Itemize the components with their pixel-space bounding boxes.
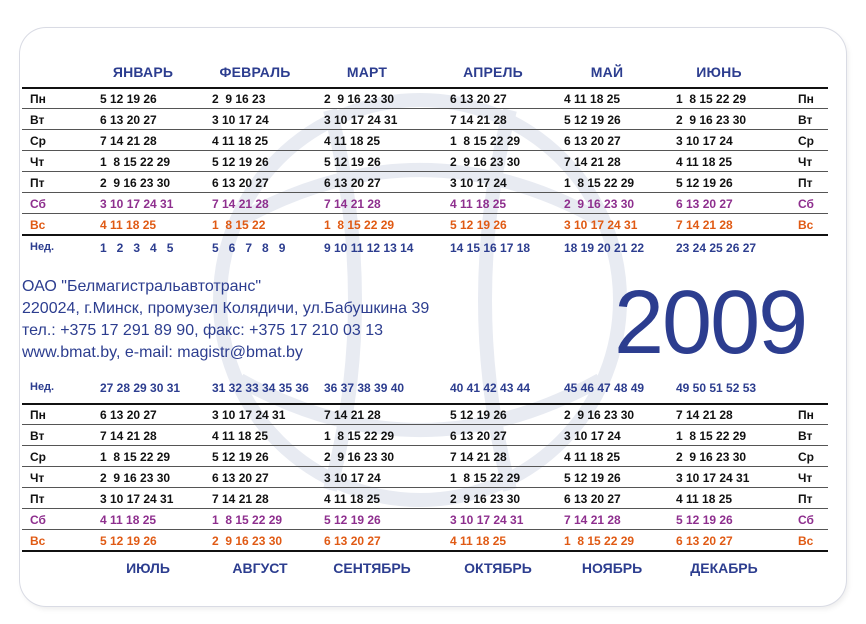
date-cell: 3 10 17 24 31 [324, 113, 398, 127]
date-cell: 3 10 17 24 [564, 429, 621, 443]
date-cell: 6 13 20 27 [324, 176, 381, 190]
week-numbers-top-2: 9 10 11 12 13 14 [324, 241, 414, 255]
date-cell: 5 12 19 26 [324, 155, 381, 169]
date-cell: 5 12 19 26 [564, 113, 621, 127]
date-cell: 6 13 20 27 [564, 134, 621, 148]
month-name-bottom-2: СЕНТЯБРЬ [333, 560, 411, 576]
day-label-bottom-0: Пн [30, 408, 46, 422]
day-label-top-1: Вт [30, 113, 45, 127]
week-numbers-top-4: 18 19 20 21 22 [564, 241, 645, 255]
year-title: 2009 [614, 273, 807, 373]
date-cell: 4 11 18 25 [212, 429, 269, 443]
date-cell: 1 8 15 22 29 [324, 429, 395, 443]
company-web: www.bmat.by, e-mail: magistr@bmat.by [22, 344, 303, 361]
row-divider [22, 424, 828, 425]
day-label-bottom-1: Вт [30, 429, 45, 443]
date-cell: 6 13 20 27 [450, 429, 507, 443]
row-divider [22, 171, 828, 172]
date-cell: 2 9 16 23 30 [564, 408, 635, 422]
date-cell: 4 11 18 25 [212, 134, 269, 148]
date-cell: 5 12 19 26 [450, 218, 507, 232]
month-name-top-1: ФЕВРАЛЬ [219, 64, 291, 80]
date-cell: 6 13 20 27 [212, 176, 269, 190]
day-label-right-top-0: Пн [798, 92, 814, 106]
date-cell: 7 14 21 28 [100, 429, 157, 443]
month-name-top-2: МАРТ [346, 64, 388, 80]
week-numbers-top-0: 1 2 3 4 5 [100, 241, 174, 255]
day-label-bottom-5: Сб [30, 513, 46, 527]
date-cell: 4 11 18 25 [324, 134, 381, 148]
date-cell: 6 13 20 27 [676, 197, 733, 211]
date-cell: 4 11 18 25 [450, 534, 507, 548]
date-cell: 7 14 21 28 [212, 197, 269, 211]
date-cell: 2 9 16 23 30 [450, 492, 521, 506]
month-name-top-0: ЯНВАРЬ [112, 64, 174, 80]
date-cell: 4 11 18 25 [676, 492, 733, 506]
row-divider [22, 508, 828, 509]
row-divider [22, 108, 828, 109]
day-label-right-top-3: Чт [798, 155, 813, 169]
date-cell: 1 8 15 22 29 [564, 176, 635, 190]
week-numbers-bottom-2: 36 37 38 39 40 [324, 381, 405, 395]
week-numbers-bottom-4: 45 46 47 48 49 [564, 381, 645, 395]
date-cell: 2 9 16 23 30 [324, 450, 395, 464]
date-cell: 7 14 21 28 [100, 134, 157, 148]
date-cell: 3 10 17 24 31 [212, 408, 286, 422]
day-label-right-bottom-4: Пт [798, 492, 813, 506]
row-divider [22, 529, 828, 530]
week-label-bottom: Нед. [30, 381, 55, 393]
date-cell: 1 8 15 22 29 [676, 92, 747, 106]
month-name-bottom-3: ОКТЯБРЬ [464, 560, 532, 576]
row-divider [22, 150, 828, 151]
row-divider [22, 129, 828, 130]
day-label-right-top-1: Вт [798, 113, 813, 127]
date-cell: 5 12 19 26 [676, 176, 733, 190]
date-cell: 7 14 21 28 [450, 113, 507, 127]
date-cell: 5 12 19 26 [212, 155, 269, 169]
date-cell: 6 13 20 27 [212, 471, 269, 485]
day-label-top-4: Пт [30, 176, 45, 190]
row-divider [22, 445, 828, 446]
week-numbers-bottom-3: 40 41 42 43 44 [450, 381, 531, 395]
day-label-right-bottom-0: Пн [798, 408, 814, 422]
date-cell: 2 9 16 23 30 [450, 155, 521, 169]
day-label-top-3: Чт [30, 155, 45, 169]
date-cell: 7 14 21 28 [564, 155, 621, 169]
date-cell: 7 14 21 28 [324, 408, 381, 422]
date-cell: 1 8 15 22 29 [100, 155, 171, 169]
day-label-bottom-4: Пт [30, 492, 45, 506]
day-label-top-0: Пн [30, 92, 46, 106]
month-name-bottom-0: ИЮЛЬ [126, 560, 170, 576]
week-label-top: Нед. [30, 241, 55, 253]
date-cell: 1 8 15 22 29 [450, 134, 521, 148]
day-label-bottom-3: Чт [30, 471, 45, 485]
date-cell: 2 9 16 23 30 [676, 450, 747, 464]
date-cell: 7 14 21 28 [676, 218, 733, 232]
day-label-top-5: Сб [30, 197, 46, 211]
row-divider [22, 192, 828, 193]
row-divider [22, 403, 828, 405]
month-name-top-4: МАЙ [590, 64, 624, 80]
date-cell: 5 12 19 26 [564, 471, 621, 485]
date-cell: 4 11 18 25 [564, 92, 621, 106]
date-cell: 4 11 18 25 [676, 155, 733, 169]
week-numbers-bottom-5: 49 50 51 52 53 [676, 381, 757, 395]
month-name-top-5: ИЮНЬ [696, 64, 742, 80]
date-cell: 4 11 18 25 [100, 513, 157, 527]
date-cell: 3 10 17 24 31 [450, 513, 524, 527]
date-cell: 5 12 19 26 [324, 513, 381, 527]
date-cell: 4 11 18 25 [450, 197, 507, 211]
row-divider [22, 213, 828, 214]
day-label-right-top-2: Ср [798, 134, 814, 148]
date-cell: 7 14 21 28 [324, 197, 381, 211]
date-cell: 2 9 16 23 [212, 92, 266, 106]
date-cell: 6 13 20 27 [450, 92, 507, 106]
date-cell: 2 9 16 23 30 [100, 471, 171, 485]
week-numbers-top-5: 23 24 25 26 27 [676, 241, 757, 255]
day-label-right-top-4: Пт [798, 176, 813, 190]
date-cell: 4 11 18 25 [324, 492, 381, 506]
date-cell: 3 10 17 24 [212, 113, 269, 127]
date-cell: 5 12 19 26 [676, 513, 733, 527]
date-cell: 6 13 20 27 [676, 534, 733, 548]
date-cell: 2 9 16 23 30 [324, 92, 395, 106]
company-name: ОАО "Белмагистральавтотранс" [22, 278, 262, 295]
date-cell: 7 14 21 28 [564, 513, 621, 527]
date-cell: 3 10 17 24 [676, 134, 733, 148]
date-cell: 2 9 16 23 30 [212, 534, 283, 548]
month-name-bottom-4: НОЯБРЬ [581, 560, 643, 576]
week-numbers-bottom-1: 31 32 33 34 35 36 [212, 381, 309, 395]
date-cell: 1 8 15 22 [212, 218, 266, 232]
row-divider [22, 87, 828, 89]
date-cell: 5 12 19 26 [100, 92, 157, 106]
date-cell: 2 9 16 23 30 [564, 197, 635, 211]
day-label-top-6: Вс [30, 218, 46, 232]
date-cell: 6 13 20 27 [100, 113, 157, 127]
date-cell: 7 14 21 28 [212, 492, 269, 506]
date-cell: 3 10 17 24 31 [676, 471, 750, 485]
date-cell: 3 10 17 24 31 [100, 197, 174, 211]
day-label-right-top-5: Сб [798, 197, 814, 211]
date-cell: 3 10 17 24 [450, 176, 507, 190]
day-label-bottom-2: Ср [30, 450, 46, 464]
day-label-right-top-6: Вс [798, 218, 814, 232]
company-address: 220024, г.Минск, промузел Колядичи, ул.Бабушкина 39 [22, 300, 430, 317]
date-cell: 6 13 20 27 [100, 408, 157, 422]
row-divider [22, 466, 828, 467]
day-label-right-bottom-5: Сб [798, 513, 814, 527]
date-cell: 1 8 15 22 29 [676, 429, 747, 443]
day-label-right-bottom-1: Вт [798, 429, 813, 443]
date-cell: 4 11 18 25 [100, 218, 157, 232]
date-cell: 7 14 21 28 [676, 408, 733, 422]
date-cell: 7 14 21 28 [450, 450, 507, 464]
date-cell: 5 12 19 26 [100, 534, 157, 548]
company-phones: тел.: +375 17 291 89 90, факс: +375 17 210 03 13 [22, 322, 384, 339]
month-name-top-3: АПРЕЛЬ [463, 64, 523, 80]
day-label-right-bottom-6: Вс [798, 534, 814, 548]
date-cell: 5 12 19 26 [450, 408, 507, 422]
date-cell: 1 8 15 22 29 [100, 450, 171, 464]
date-cell: 6 13 20 27 [324, 534, 381, 548]
day-label-bottom-6: Вс [30, 534, 46, 548]
date-cell: 2 9 16 23 30 [100, 176, 171, 190]
date-cell: 1 8 15 22 29 [564, 534, 635, 548]
row-divider [22, 234, 828, 236]
date-cell: 1 8 15 22 29 [212, 513, 283, 527]
month-name-bottom-1: АВГУСТ [232, 560, 288, 576]
date-cell: 1 8 15 22 29 [450, 471, 521, 485]
week-numbers-bottom-0: 27 28 29 30 31 [100, 381, 181, 395]
row-divider [22, 550, 828, 552]
date-cell: 3 10 17 24 31 [100, 492, 174, 506]
row-divider [22, 487, 828, 488]
day-label-right-bottom-3: Чт [798, 471, 813, 485]
day-label-top-2: Ср [30, 134, 46, 148]
week-numbers-top-3: 14 15 16 17 18 [450, 241, 531, 255]
date-cell: 4 11 18 25 [564, 450, 621, 464]
date-cell: 3 10 17 24 [324, 471, 381, 485]
week-numbers-top-1: 5 6 7 8 9 [212, 241, 286, 255]
day-label-right-bottom-2: Ср [798, 450, 814, 464]
date-cell: 3 10 17 24 31 [564, 218, 638, 232]
date-cell: 6 13 20 27 [564, 492, 621, 506]
month-name-bottom-5: ДЕКАБРЬ [690, 560, 758, 576]
date-cell: 5 12 19 26 [212, 450, 269, 464]
date-cell: 1 8 15 22 29 [324, 218, 395, 232]
date-cell: 2 9 16 23 30 [676, 113, 747, 127]
